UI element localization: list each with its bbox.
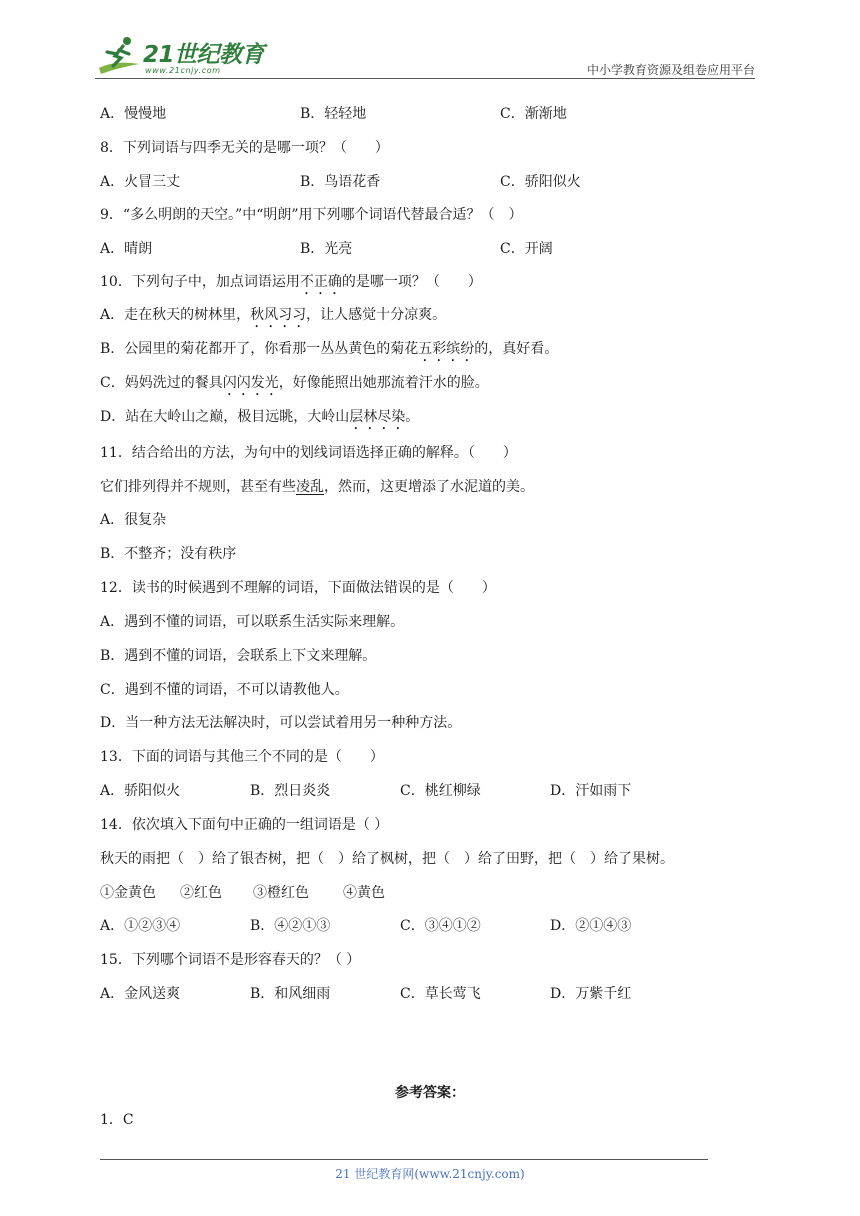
q13-stem: 13．下面的词语与其他三个不同的是（ ）	[100, 749, 384, 765]
option-text: ，好像能照出她那流着汗水的脸。	[278, 375, 489, 391]
choice-4: ④黄色	[343, 885, 385, 901]
option-text: 。	[405, 409, 420, 425]
option-b[interactable]: B．鸟语花香	[300, 174, 381, 190]
footer-link[interactable]: 21 世纪教育网(www.21cnjy.com)	[335, 1167, 525, 1181]
q14-stem: 14．依次填入下面句中正确的一组词语是（ ）	[100, 817, 389, 833]
option-d[interactable]: D．②①④③	[550, 918, 632, 934]
option-text: ，让人感觉十分凉爽。	[306, 307, 447, 323]
option-d[interactable]: D．万紫千红	[550, 986, 632, 1002]
option-b[interactable]: B．④②①③	[250, 918, 331, 934]
option-text: 的，真好看。	[474, 341, 559, 357]
emphasis-dotted: 闪闪发光	[222, 375, 279, 391]
option-text: B．公园里的菊花都开了，你看那一丛丛黄色的菊花	[100, 341, 419, 357]
q10-option-d[interactable]	[100, 407, 419, 433]
q12-option-a[interactable]: A．遇到不懂的词语，可以联系生活实际来理解。	[100, 614, 405, 630]
option-b[interactable]: B．烈日炎炎	[250, 783, 331, 799]
option-a[interactable]: A．金风送爽	[100, 986, 181, 1002]
q9-stem: 9．“多么明朗的天空。”中“明朗”用下列哪个词语代替最合适？（ ）	[100, 207, 523, 223]
option-text: A．走在秋天的树林里，	[100, 307, 251, 323]
q10-option-a[interactable]	[100, 305, 446, 331]
option-c[interactable]: C．③④①②	[400, 918, 481, 934]
option-c[interactable]: C．渐渐地	[500, 106, 567, 122]
header-divider	[95, 78, 755, 79]
q10-stem	[100, 272, 482, 298]
answer-1: 1．C	[100, 1112, 134, 1128]
q14-sentence: 秋天的雨把（ ）给了银杏树，把（ ）给了枫树，把（ ）给了田野，把（ ）给了果树。	[100, 851, 674, 867]
choice-3: ③橙红色	[253, 885, 309, 901]
q11-sentence	[100, 477, 534, 497]
option-b[interactable]: B．光亮	[300, 241, 353, 257]
choice-2: ②红色	[180, 885, 222, 901]
underlined-word: 凌乱	[296, 479, 324, 495]
option-b[interactable]: B．和风细雨	[250, 986, 331, 1002]
choice-1: ①金黄色	[100, 885, 156, 901]
q11-option-b[interactable]: B．不整齐；没有秩序	[100, 546, 237, 562]
logo-url: www.21cnjy.com	[145, 66, 221, 75]
q12-stem: 12．读书的时候遇到不理解的词语，下面做法错误的是（ ）	[100, 580, 496, 596]
option-c[interactable]: C．骄阳似火	[500, 174, 581, 190]
q11-stem: 11．结合给出的方法，为句中的划线词语选择正确的解释。（ ）	[100, 445, 517, 461]
platform-label: 中小学教育资源及组卷应用平台	[586, 63, 755, 77]
option-a[interactable]: A．慢慢地	[100, 106, 167, 122]
option-a[interactable]: A．①②③④	[100, 918, 181, 934]
option-b[interactable]: B．轻轻地	[300, 106, 367, 122]
option-c[interactable]: C．草长莺飞	[400, 986, 481, 1002]
logo-text: 21世纪教育	[143, 42, 265, 68]
site-logo	[95, 34, 265, 78]
footer-divider	[100, 1159, 708, 1160]
page-header	[95, 30, 755, 78]
q11-option-a[interactable]: A．很复杂	[100, 512, 167, 528]
q10-option-c[interactable]	[100, 373, 489, 399]
emphasis-dotted: 不正确	[299, 274, 342, 290]
q8-stem: 8．下列词语与四季无关的是哪一项？（ ）	[100, 140, 389, 156]
q10-option-b[interactable]	[100, 339, 558, 365]
option-a[interactable]: A．晴朗	[100, 241, 153, 257]
sentence-text: 它们排列得并不规则，甚至有些	[100, 479, 296, 495]
option-d[interactable]: D．汗如雨下	[550, 783, 632, 799]
emphasis-dotted: 层林尽染	[349, 409, 406, 425]
emphasis-dotted: 秋风习习	[250, 307, 307, 323]
option-text: C．妈妈洗过的餐具	[100, 375, 223, 391]
option-a[interactable]: A．骄阳似火	[100, 783, 181, 799]
q12-option-c[interactable]: C．遇到不懂的词语，不可以请教他人。	[100, 682, 349, 698]
option-c[interactable]: C．桃红柳绿	[400, 783, 481, 799]
q12-option-d[interactable]: D．当一种方法无法解决时，可以尝试着用另一种种方法。	[100, 715, 462, 731]
answer-section-title: 参考答案：	[395, 1085, 465, 1101]
runner-logo-icon	[95, 34, 145, 78]
sentence-text: ，然而，这更增添了水泥道的美。	[324, 479, 534, 495]
q15-stem: 15．下列哪个词语不是形容春天的？（ ）	[100, 952, 361, 968]
option-text: D．站在大岭山之巅，极目远眺，大岭山	[100, 409, 350, 425]
option-a[interactable]: A．火冒三丈	[100, 174, 181, 190]
q12-option-b[interactable]: B．遇到不懂的词语，会联系上下文来理解。	[100, 648, 377, 664]
stem-text: 10．下列句子中，加点词语运用	[100, 274, 300, 290]
emphasis-dotted: 五彩缤纷	[418, 341, 475, 357]
option-c[interactable]: C．开阔	[500, 241, 553, 257]
stem-text: 的是哪一项？（ ）	[341, 274, 482, 290]
